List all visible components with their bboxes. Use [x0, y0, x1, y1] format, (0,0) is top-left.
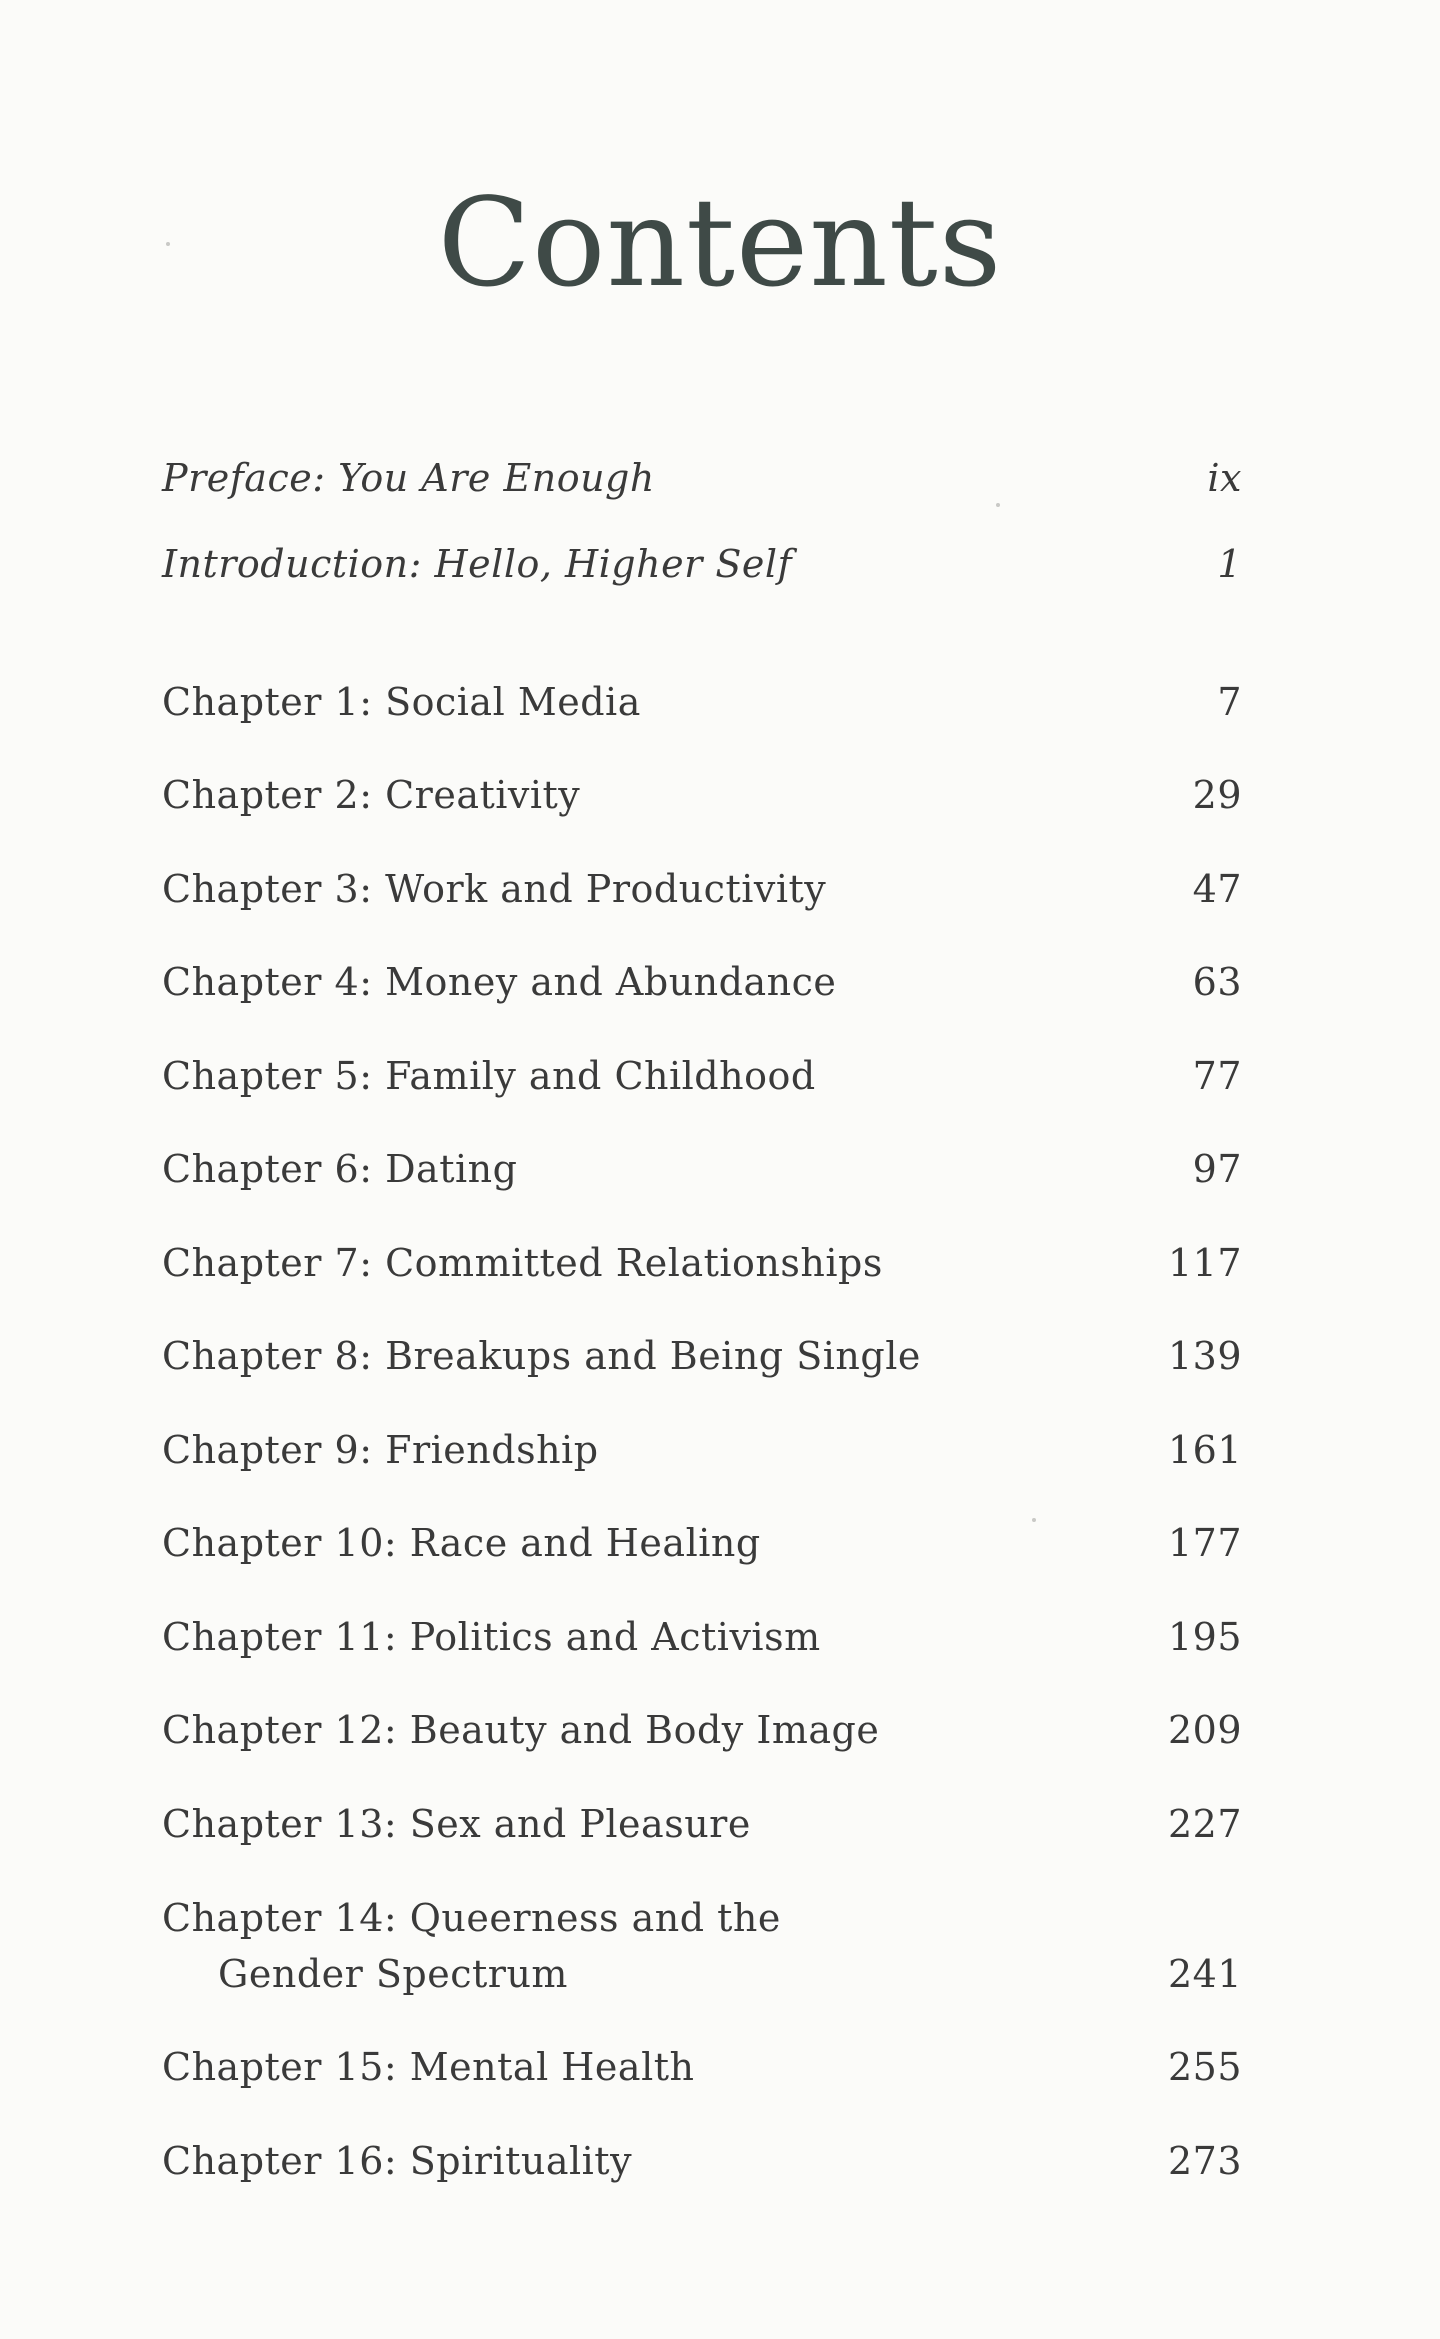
toc-entry-page: 227: [1167, 1801, 1242, 1846]
toc-entry-chapter-12[interactable]: [162, 1665, 1242, 1759]
toc-entry-page: 161: [1167, 1427, 1242, 1472]
toc-entry-page: 195: [1167, 1614, 1242, 1659]
toc-entry-chapter-16[interactable]: [162, 2095, 1242, 2189]
toc-entry-page: 139: [1167, 1334, 1242, 1378]
toc-entry-page: 7: [1217, 679, 1242, 724]
toc-entry-page: 1: [1217, 542, 1242, 586]
toc-entry-chapter-3[interactable]: [162, 823, 1242, 917]
toc-entry-chapter-13[interactable]: [162, 1758, 1242, 1852]
section-gap: [162, 592, 1242, 636]
toc-entry-label: Chapter 3: Work and Productivity: [162, 866, 827, 911]
toc-entry-label: Chapter 9: Friendship: [162, 1427, 599, 1472]
toc-entry-page: 273: [1167, 2138, 1242, 2183]
toc-entry-preface[interactable]: [162, 420, 1242, 506]
toc-entry-chapter-7[interactable]: [162, 1197, 1242, 1291]
contents-title: Contents: [437, 172, 1003, 314]
toc-entry-label: Chapter 5: Family and Childhood: [162, 1053, 816, 1098]
toc-entry-page: 209: [1167, 1708, 1242, 1752]
toc-entry-introduction[interactable]: [162, 506, 1242, 592]
toc-entry-page: 255: [1167, 2045, 1242, 2089]
toc-entry-chapter-8[interactable]: [162, 1291, 1242, 1385]
toc-entry-page: 29: [1192, 773, 1242, 817]
toc-entry-page: ix: [1207, 456, 1242, 500]
toc-entry-label: Chapter 2: Creativity: [162, 773, 581, 817]
toc-entry-chapter-10[interactable]: [162, 1478, 1242, 1572]
toc-entry-page: 117: [1167, 1240, 1242, 1285]
toc-entry-label: Chapter 8: Breakups and Being Single: [162, 1334, 921, 1378]
toc-entry-label: Chapter 6: Dating: [162, 1147, 518, 1191]
toc-entry-page: 47: [1192, 866, 1242, 911]
toc-entry-label-line2: Gender Spectrum: [218, 1951, 568, 1996]
toc-entry-label: Introduction: Hello, Higher Self: [162, 542, 793, 586]
toc-entry-label: [162, 1890, 781, 2002]
toc-entry-label-line1: Chapter 14: Queerness and the: [162, 1895, 781, 1940]
toc-entry-chapter-4[interactable]: [162, 917, 1242, 1011]
toc-entry-label: Chapter 10: Race and Healing: [162, 1521, 761, 1565]
toc-entry-page: 177: [1167, 1521, 1242, 1565]
toc-entry-chapter-9[interactable]: [162, 1384, 1242, 1478]
toc-entry-label: Chapter 13: Sex and Pleasure: [162, 1801, 751, 1846]
toc-entry-label: Chapter 11: Politics and Activism: [162, 1614, 821, 1659]
toc-entry-chapter-5[interactable]: [162, 1010, 1242, 1104]
toc-entry-label: Chapter 15: Mental Health: [162, 2045, 695, 2089]
toc-entry-chapter-11[interactable]: [162, 1571, 1242, 1665]
toc-entry-label: Chapter 4: Money and Abundance: [162, 960, 837, 1004]
toc-entry-page: 77: [1192, 1053, 1242, 1098]
table-of-contents: [162, 420, 1242, 2189]
toc-entry-label: Chapter 12: Beauty and Body Image: [162, 1708, 880, 1752]
toc-entry-page: 241: [1167, 1951, 1242, 1996]
toc-entry-chapter-15[interactable]: [162, 2002, 1242, 2096]
toc-entry-page: 63: [1192, 960, 1242, 1004]
toc-entry-label: Chapter 7: Committed Relationships: [162, 1240, 883, 1285]
toc-entry-page: 97: [1192, 1147, 1242, 1191]
toc-entry-label: Preface: You Are Enough: [162, 456, 655, 500]
toc-entry-chapter-1[interactable]: [162, 636, 1242, 730]
toc-entry-chapter-14[interactable]: [162, 1852, 1242, 2002]
toc-entry-label: Chapter 1: Social Media: [162, 679, 641, 724]
toc-entry-label: Chapter 16: Spirituality: [162, 2138, 633, 2183]
toc-entry-chapter-6[interactable]: [162, 1104, 1242, 1198]
toc-entry-chapter-2[interactable]: [162, 730, 1242, 824]
